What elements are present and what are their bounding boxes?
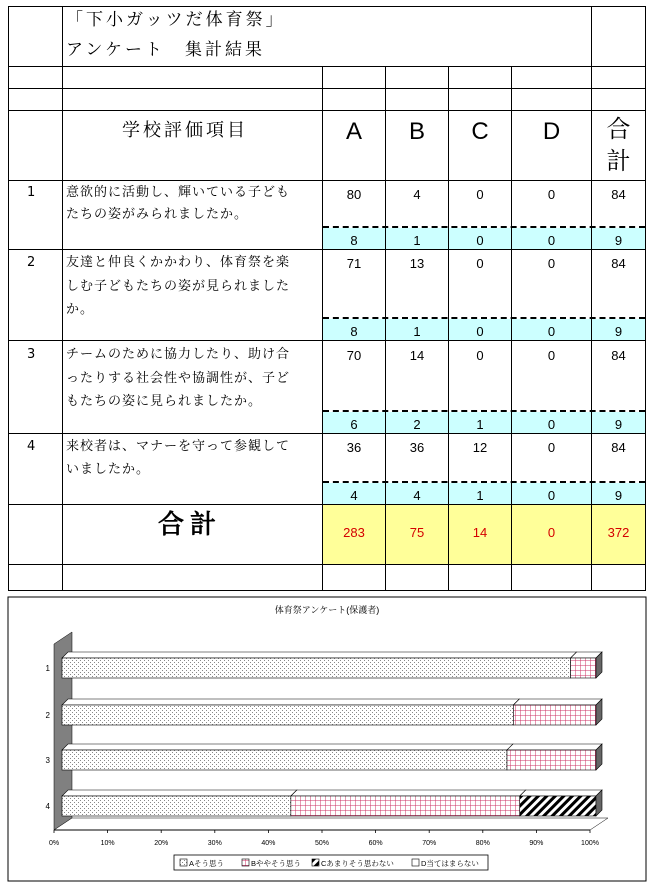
row-value: 0	[476, 256, 484, 271]
row-sub-value: 8	[350, 233, 358, 248]
header-col-b: B	[408, 118, 425, 145]
row-sub-value: 0	[476, 233, 484, 248]
row-value: 14	[409, 348, 425, 363]
chart-bar	[571, 658, 596, 678]
row-sub-value: 4	[350, 488, 358, 503]
row-value: 0	[547, 256, 556, 271]
chart-frame	[8, 597, 646, 881]
row-value: 84	[611, 256, 626, 271]
chart-category-label: 1	[45, 664, 50, 673]
chart-category-label: 4	[45, 802, 50, 811]
chart-bar-top	[513, 699, 602, 705]
row-value: 0	[476, 187, 484, 202]
chart-tick-label: 80%	[475, 840, 490, 847]
row-value: 84	[611, 348, 626, 363]
chart-tick-label: 20%	[154, 840, 169, 847]
row-sub-value: 0	[547, 233, 556, 248]
total-value: 0	[547, 525, 556, 540]
row-question: か。	[66, 302, 95, 317]
chart-legend-swatch	[312, 859, 319, 866]
chart-bar	[520, 796, 596, 816]
row-question: 意欲的に活動し、輝いている子ども	[66, 185, 291, 200]
row-value: 0	[547, 348, 556, 363]
row-sub-value: 1	[413, 233, 421, 248]
chart-legend-label: Cあまりそう思わない	[321, 859, 394, 868]
chart-tick-label: 100%	[581, 840, 599, 847]
row-number: 4	[27, 439, 37, 454]
row-question: もたちの姿に見られましたか。	[66, 394, 263, 409]
chart-bar-top	[62, 699, 519, 705]
chart-tick-label: 10%	[100, 840, 115, 847]
header-item-label: 学校評価項目	[122, 120, 248, 141]
header-col-total-2: 計	[606, 148, 631, 175]
row-sub-value: 4	[413, 488, 421, 503]
chart-bar-top	[507, 744, 602, 750]
chart-bar	[62, 705, 513, 725]
chart-bar	[62, 658, 571, 678]
row-number: 1	[27, 185, 37, 200]
chart-floor	[54, 818, 608, 830]
row-sub-value: 9	[614, 324, 623, 339]
chart-bar-top	[520, 790, 602, 796]
chart-tick-label: 90%	[529, 840, 544, 847]
row-sub-value: 1	[476, 417, 484, 432]
row-sub-value: 6	[350, 417, 358, 432]
chart-legend-swatch	[412, 859, 419, 866]
chart-tick-label: 0%	[48, 840, 60, 847]
header-col-a: A	[345, 118, 362, 145]
row-question: たちの姿がみられましたか。	[66, 207, 249, 222]
chart-bar-top	[62, 652, 577, 658]
row-value: 12	[472, 440, 488, 455]
chart-bar	[507, 750, 596, 770]
row-sub-value: 8	[350, 324, 358, 339]
row-value: 71	[346, 256, 362, 271]
total-value: 14	[472, 525, 488, 540]
chart-legend-label: Bややそう思う	[251, 859, 302, 868]
row-sub-value: 9	[614, 417, 623, 432]
row-value: 4	[413, 187, 421, 202]
page-subtitle: アンケート 集計結果	[66, 40, 265, 60]
row-number: 3	[27, 347, 37, 362]
row-question: 友達と仲良くかかわり、体育祭を楽	[66, 255, 291, 270]
header-col-total-1: 合	[606, 116, 631, 143]
row-number: 2	[27, 255, 37, 270]
total-value: 372	[607, 525, 630, 540]
row-sub-value: 1	[413, 324, 421, 339]
row-sub-value: 0	[547, 488, 556, 503]
row-value: 36	[409, 440, 425, 455]
chart-bar-top	[291, 790, 526, 796]
chart-category-label: 3	[45, 756, 50, 765]
chart-legend-label: Aそう思う	[189, 859, 225, 868]
row-sub-value: 9	[614, 233, 623, 248]
row-question: チームのために協力したり、助け合	[66, 347, 291, 362]
chart-legend-swatch	[180, 859, 187, 866]
chart-tick-label: 60%	[368, 840, 383, 847]
page-title: 「下小ガッツだ体育祭」	[66, 10, 286, 30]
chart-tick-label: 40%	[261, 840, 276, 847]
row-sub-value: 0	[476, 324, 484, 339]
row-question: いましたか。	[66, 462, 151, 477]
chart-tick-label: 50%	[314, 840, 330, 847]
chart-bar	[513, 705, 596, 725]
row-value: 80	[346, 187, 362, 202]
chart-legend-swatch	[242, 859, 249, 866]
row-sub-value: 1	[476, 488, 484, 503]
row-value: 0	[476, 348, 484, 363]
chart-tick-label: 70%	[422, 840, 437, 847]
row-value: 84	[611, 187, 626, 202]
row-value: 0	[547, 440, 556, 455]
row-sub-value: 0	[547, 324, 556, 339]
chart-bar-top	[62, 790, 297, 796]
chart-legend-label: D当てはまらない	[421, 859, 479, 868]
chart-tick-label: 30%	[207, 840, 222, 847]
row-value: 36	[346, 440, 362, 455]
chart-title: 体育祭アンケート(保護者)	[274, 605, 380, 615]
chart-bar	[291, 796, 520, 816]
row-question: しむ子どもたちの姿が見られました	[66, 279, 291, 294]
chart-bar	[62, 750, 507, 770]
row-sub-value: 9	[614, 488, 623, 503]
row-value: 84	[611, 440, 626, 455]
row-sub-value: 2	[413, 417, 421, 432]
total-label: 合計	[158, 510, 223, 540]
header-col-c: C	[471, 118, 489, 145]
row-value: 13	[409, 256, 425, 271]
total-value: 283	[343, 525, 365, 540]
row-value: 0	[547, 187, 556, 202]
chart-category-label: 2	[45, 711, 50, 720]
chart-bar-top	[62, 744, 513, 750]
total-value: 75	[409, 525, 425, 540]
row-sub-value: 0	[547, 417, 556, 432]
header-col-d: D	[542, 118, 561, 145]
row-question: 来校者は、マナーを守って参観して	[66, 439, 291, 454]
row-value: 70	[346, 348, 362, 363]
row-question: ったりする社会性や協調性が、子ど	[66, 371, 291, 386]
chart-bar	[62, 796, 291, 816]
